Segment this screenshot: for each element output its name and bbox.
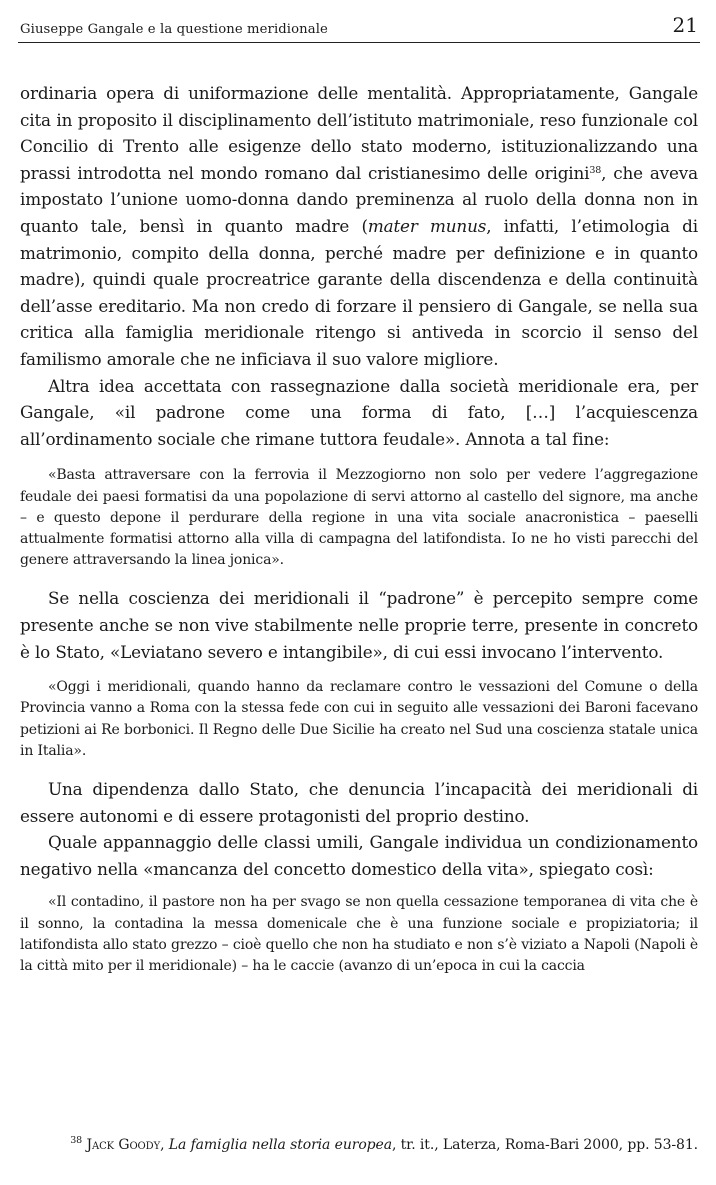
footnote-number: 38 — [70, 1135, 83, 1146]
page-number: 21 — [672, 13, 698, 37]
footnote-ref-38: 38 — [589, 164, 602, 176]
block-quote-1: «Basta attraversare con la ferrovia il Mezzogiorno non solo per vedere l’aggregazione feudale dei paesi formatisi da una popolazione di servi attorno al castello del signore, ma anche – e questo depone il perdurare della regione in una vita sociale anacronistica – paeselli attualmente formatisi attorno alla villa di campagna del latifondista. Io ne ho visti parecchi del genere attraversando la linea jonica». — [20, 467, 698, 569]
running-title: Giuseppe Gangale e la questione meridionale — [20, 22, 328, 37]
footnote-separator: , — [160, 1137, 169, 1153]
paragraph-1-text-c: , infatti, l’etimologia di matrimonio, compito della donna, perché madre per definizione e in quanto madre), quindi quale procreatrice garante della discendenza e della continuità dell’asse ereditario. Ma non credo di forzare il pensiero di Gangale, se nella sua critica alla famiglia meridionale ritengo si antiveda in scorcio il senso del familismo amorale che ne inficiava il suo valore migliore. — [20, 215, 698, 369]
running-header — [18, 8, 700, 43]
footnote-author: Jack Goody — [86, 1137, 161, 1153]
footnote-book-title: La famiglia nella storia europea — [168, 1137, 392, 1153]
block-quote-2: «Oggi i meridionali, quando hanno da reclamare contro le vessazioni del Comune o della Provincia vanno a Roma con la stessa fede con cui in seguito alle vessazioni dei Baroni facevano petizioni ai Re borbonici. Il Regno delle Due Sicilie ha creato nel Sud una coscienza statale unica in Italia». — [20, 679, 698, 759]
paragraph-1-text-a: ordinaria opera di uniformazione delle mentalità. Appropriatamente, Gangale cita in proposito il disciplinamento dell’istituto matrimoniale, reso funzionale col Concilio di Trento alle esigenze dello stato moderno, istituzionalizzando una prassi introdotta nel mondo romano dal cristianesimo delle origini — [20, 83, 698, 183]
paragraph-1 — [20, 80, 698, 373]
paragraph-1-text-b: , che aveva impostato l’unione uomo-donna dando preminenza al ruolo della donna non in quanto tale, bensì in quanto madre ( — [20, 162, 698, 236]
page-body — [20, 80, 698, 977]
paragraph-3: Se nella coscienza dei meridionali il “padrone” è percepito sempre come presente anche se non vive stabilmente nelle proprie terre, presente in concreto è lo Stato, «Leviatano severo e intangibile», di cui essi invocano l’intervento. — [20, 588, 698, 662]
paragraph-4: Una dipendenza dallo Stato, che denuncia l’incapacità dei meridionali di essere autonomi e di essere protagonisti del proprio destino. — [20, 778, 698, 826]
paragraph-5: Quale appannaggio delle classi umili, Gangale individua un condizionamento negativo nella «mancanza del concetto domestico della vita», spiegato così: — [20, 832, 698, 879]
paragraph-2: Altra idea accettata con rassegnazione dalla società meridionale era, per Gangale, «il padrone come una forma di fato, […] l’acquiescenza all’ordinamento sociale che rimane tuttora feudale». Annota a tal fine: — [20, 375, 698, 449]
latin-term: mater munus — [367, 215, 487, 236]
block-quote-3: «Il contadino, il pastore non ha per svago se non quella cessazione temporanea di vita che è il sonno, la contadina la messa domenicale che è una funzione sociale e propiziatoria; il latifondista allo stato grezzo – cioè quello che non ha studiato e non s’è viziato a Napoli (Napoli è la città mito per il meridionale) – ha le caccie (avanzo di un’epoca in cui la caccia — [20, 894, 698, 974]
footnote-citation: , tr. it., Laterza, Roma-Bari 2000, pp. 53-81. — [391, 1137, 698, 1153]
footnote-38 — [20, 1137, 698, 1153]
